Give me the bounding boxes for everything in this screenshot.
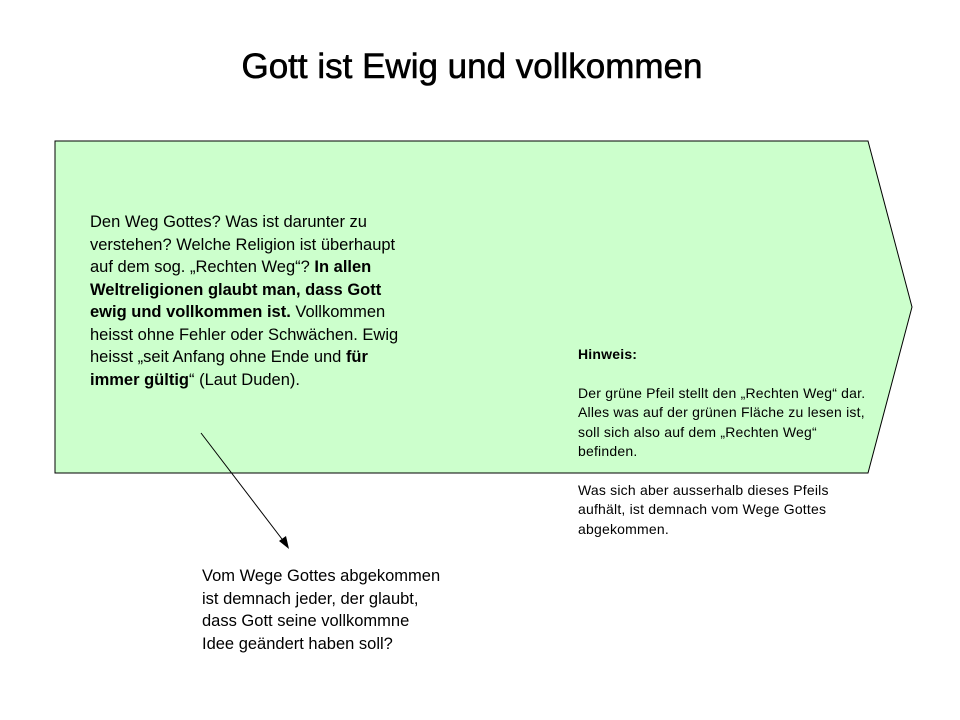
main-text-part-5: “ (Laut Duden).: [189, 370, 300, 389]
slide-title: Gott ist Ewig und vollkommen: [241, 47, 703, 86]
connector-arrowhead: [279, 536, 289, 549]
arrow-main-text: [90, 211, 410, 391]
main-text-part-1: Den Weg Gottes? Was ist darunter zu verstehen? Welche Religion ist überhaupt auf dem sog. „Rechten Weg“?: [90, 213, 396, 276]
outside-note: Vom Wege Gottes abgekommen ist demnach jeder, der glaubt, dass Gott seine vollkommne Idee geändert haben soll?: [202, 567, 441, 653]
hint-title: Hinweis:: [578, 346, 638, 362]
main-text-bold-quote: für immer gültig: [90, 348, 368, 389]
hint-box: [578, 345, 868, 558]
main-text-bold-statement: In allen Weltreligionen glaubt man, dass Gott ewig und vollkommen ist.: [90, 258, 382, 321]
hint-paragraph-2: Was sich aber ausserhalb dieses Pfeils aufhält, ist demnach vom Wege Gottes abgekommen.: [578, 481, 829, 537]
main-text-part-3: Vollkommen heisst ohne Fehler oder Schwächen. Ewig heisst „seit Anfang ohne Ende und: [90, 303, 399, 366]
hint-paragraph-1: Der grüne Pfeil stellt den „Rechten Weg“ dar. Alles was auf der grünen Fläche zu lesen ist, soll sich also auf dem „Rechten Weg“ befinden.: [578, 384, 866, 459]
